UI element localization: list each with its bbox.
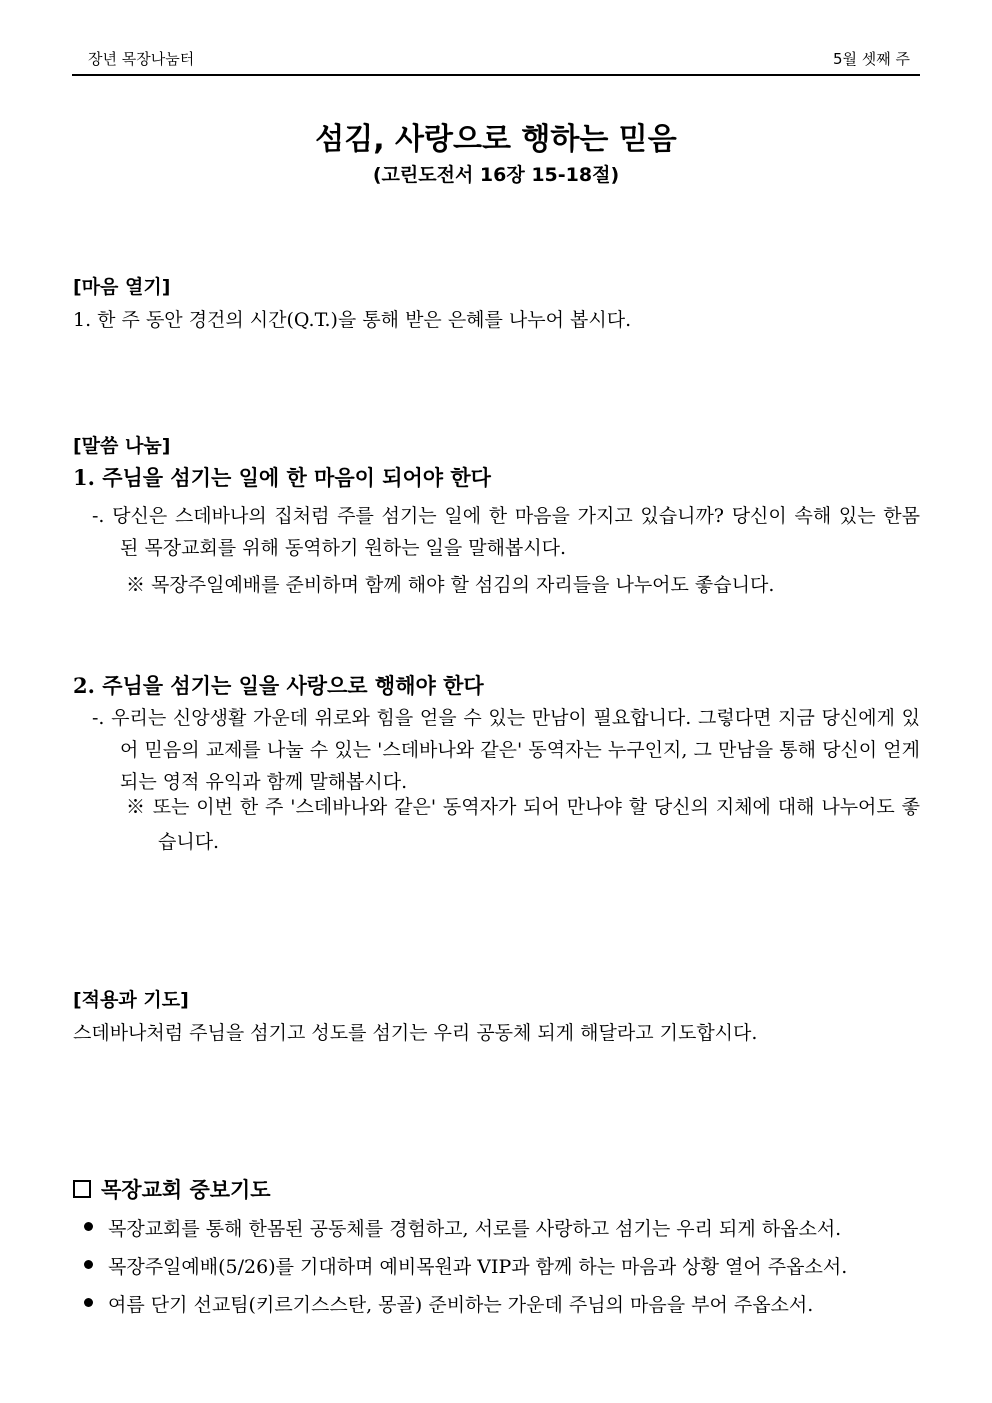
intercession-heading-row xyxy=(73,1174,271,1204)
page-subtitle: (고린도전서 16장 15-18절) xyxy=(372,164,620,186)
checkbox-square-icon xyxy=(73,1180,91,1198)
word-item-2-note: ※ 또는 이번 한 주 '스데바나와 같은' 동역자가 되어 만나야 할 당신의 지체에 대해 나누어도 좋습니다. xyxy=(126,796,920,853)
intercession-item-text: 여름 단기 선교팀(키르기스스탄, 몽골) 준비하는 가운데 주님의 마음을 부어 주옵소서. xyxy=(108,1294,814,1316)
intercession-item-text: 목장교회를 통해 한몸된 공동체를 경험하고, 서로를 사랑하고 섬기는 우리 되게 하옵소서. xyxy=(108,1218,842,1240)
word-item-1-question xyxy=(92,500,920,564)
word-share-heading: [말씀 나눔] xyxy=(73,435,171,457)
open-heart-heading: [마음 열기] xyxy=(73,276,171,298)
word-item-1-title: 1. 주님을 섬기는 일에 한 마음이 되어야 한다 xyxy=(73,465,491,490)
header-right-label: 5월 셋째 주 xyxy=(832,50,910,68)
list-item xyxy=(84,1290,847,1328)
bullet-icon xyxy=(84,1222,93,1231)
apply-line: 스데바나처럼 주님을 섬기고 성도를 섬기는 우리 공동체 되게 해달라고 기도합시다. xyxy=(73,1022,758,1044)
list-item xyxy=(84,1214,847,1252)
open-heart-line: 1. 한 주 동안 경건의 시간(Q.T.)을 통해 받은 은혜를 나누어 봅시다. xyxy=(73,309,632,331)
word-item-1-note: ※ 목장주일예배를 준비하며 함께 해야 할 섬김의 자리들을 나누어도 좋습니다. xyxy=(126,574,775,596)
word-item-2-question-text: -. 우리는 신앙생활 가운데 위로와 힘을 얻을 수 있는 만남이 필요합니다. 그렇다면 지금 당신에게 있어 믿음의 교제를 나눌 수 있는 '스데바나와 같은' 동역자는 누구인지, 그 만남을 통해 당신이 얻게 되는 영적 유익과 함께 말해봅시다. xyxy=(92,707,920,793)
word-item-2-question xyxy=(92,702,920,798)
word-item-2-title: 2. 주님을 섬기는 일을 사랑으로 행해야 한다 xyxy=(73,673,484,698)
list-item xyxy=(84,1252,847,1290)
intercession-heading: 목장교회 중보기도 xyxy=(101,1178,271,1202)
page-title: 섬김, 사랑으로 행하는 믿음 xyxy=(315,122,677,157)
page-header xyxy=(72,44,920,76)
apply-heading: [적용과 기도] xyxy=(73,989,189,1011)
bullet-icon xyxy=(84,1298,93,1307)
intercession-list xyxy=(84,1214,847,1328)
intercession-item-text: 목장주일예배(5/26)를 기대하며 예비목원과 VIP과 함께 하는 마음과 상황 열어 주옵소서. xyxy=(108,1256,848,1278)
header-left-label: 장년 목장나눔터 xyxy=(88,50,195,68)
word-item-1-question-text: -. 당신은 스데바나의 집처럼 주를 섬기는 일에 한 마음을 가지고 있습니까? 당신이 속해 있는 한몸 된 목장교회를 위해 동역하기 원하는 일을 말해봅시다. xyxy=(92,505,920,559)
bullet-icon xyxy=(84,1260,93,1269)
